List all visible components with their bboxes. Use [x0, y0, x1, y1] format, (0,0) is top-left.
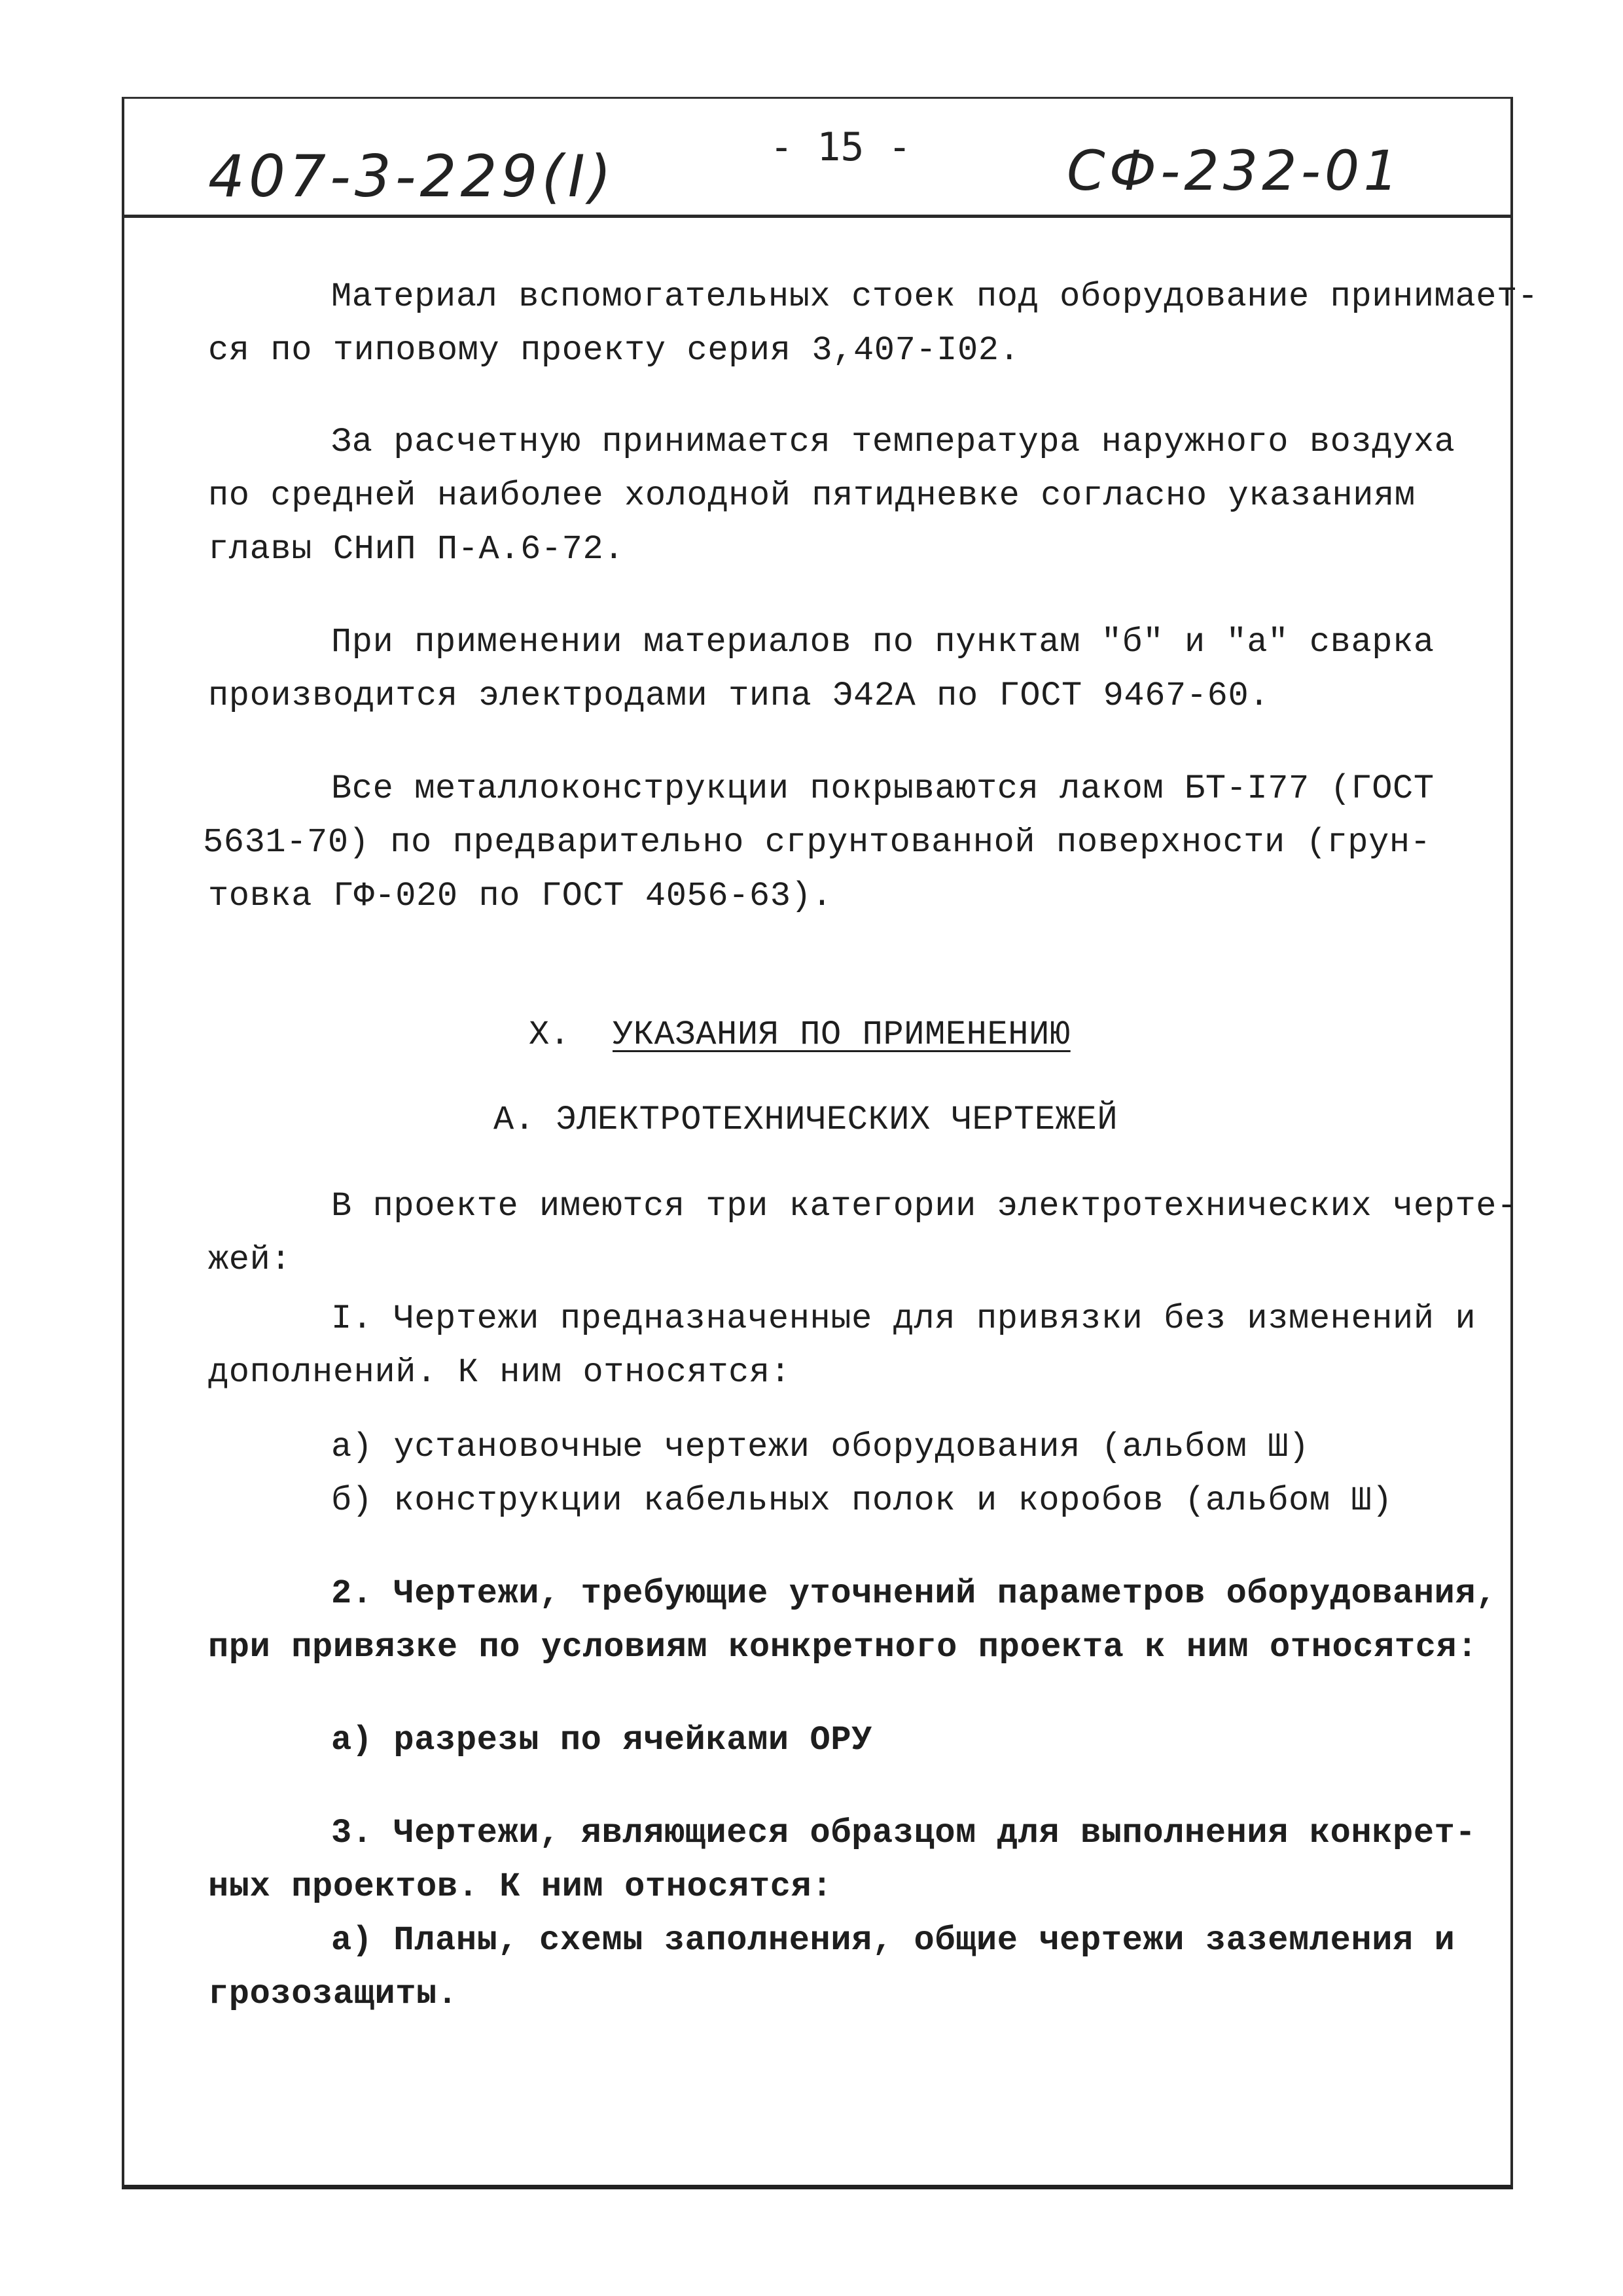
paragraph-line: В проекте имеются три категории электротехнических черте-: [331, 1187, 1518, 1226]
paragraph-line: ся по типовому проекту серия 3,407-I02.: [208, 331, 1020, 370]
section-number: X.: [529, 1016, 571, 1054]
paragraph-line: 5631-70) по предварительно сгрунтованной поверхности (грун-: [203, 823, 1431, 862]
paragraph-line: товка ГФ-020 по ГОСТ 4056-63).: [208, 877, 833, 915]
list-item: 2. Чертежи, требующие уточнений параметров оборудования,: [331, 1574, 1497, 1613]
paragraph-line: производится электродами типа Э42А по ГОСТ 9467-60.: [208, 677, 1270, 715]
paragraph-line: главы СНиП П-А.6-72.: [208, 530, 625, 569]
list-item: ных проектов. К ним относятся:: [208, 1867, 833, 1906]
paragraph-line: по средней наиболее холодной пятидневке согласно указаниям: [208, 476, 1416, 515]
paragraph-line: За расчетную принимается температура наружного воздуха: [331, 423, 1455, 461]
paragraph-line: жей:: [208, 1241, 292, 1279]
document-code: 407-3-229(I): [208, 143, 616, 210]
paragraph-line: Материал вспомогательных стоек под оборудование принимает-: [331, 277, 1539, 316]
sub-list-item: а) установочные чертежи оборудования (альбом Ш): [331, 1428, 1310, 1466]
subsection-title: А. ЭЛЕКТРОТЕХНИЧЕСКИХ ЧЕРТЕЖЕЙ: [493, 1101, 1118, 1139]
sub-list-item: а) Планы, схемы заполнения, общие чертежи заземления и: [331, 1921, 1455, 1960]
sub-list-item: б) конструкции кабельных полок и коробов (альбом Ш): [331, 1481, 1393, 1520]
list-item: при привязке по условиям конкретного проекта к ним относятся:: [208, 1628, 1478, 1667]
paragraph-line: Все металлоконструкции покрываются лаком БТ-I77 (ГОСТ: [331, 769, 1435, 808]
page-number: - 15 -: [770, 124, 912, 170]
sub-list-item: грозозащиты.: [208, 1975, 458, 2013]
section-title: УКАЗАНИЯ ПО ПРИМЕНЕНИЮ: [613, 1016, 1071, 1054]
list-item: I. Чертежи предназначенные для привязки без изменений и: [331, 1299, 1476, 1338]
header-divider: [122, 215, 1513, 218]
sheet-code: СФ-232-01: [1067, 139, 1402, 203]
sub-list-item: а) разрезы по ячейками ОРУ: [331, 1721, 872, 1759]
list-item: дополнений. К ним относятся:: [208, 1353, 791, 1392]
list-item: 3. Чертежи, являющиеся образцом для выполнения конкрет-: [331, 1814, 1476, 1852]
paragraph-line: При применении материалов по пунктам "б" и "а" сварка: [331, 623, 1435, 662]
